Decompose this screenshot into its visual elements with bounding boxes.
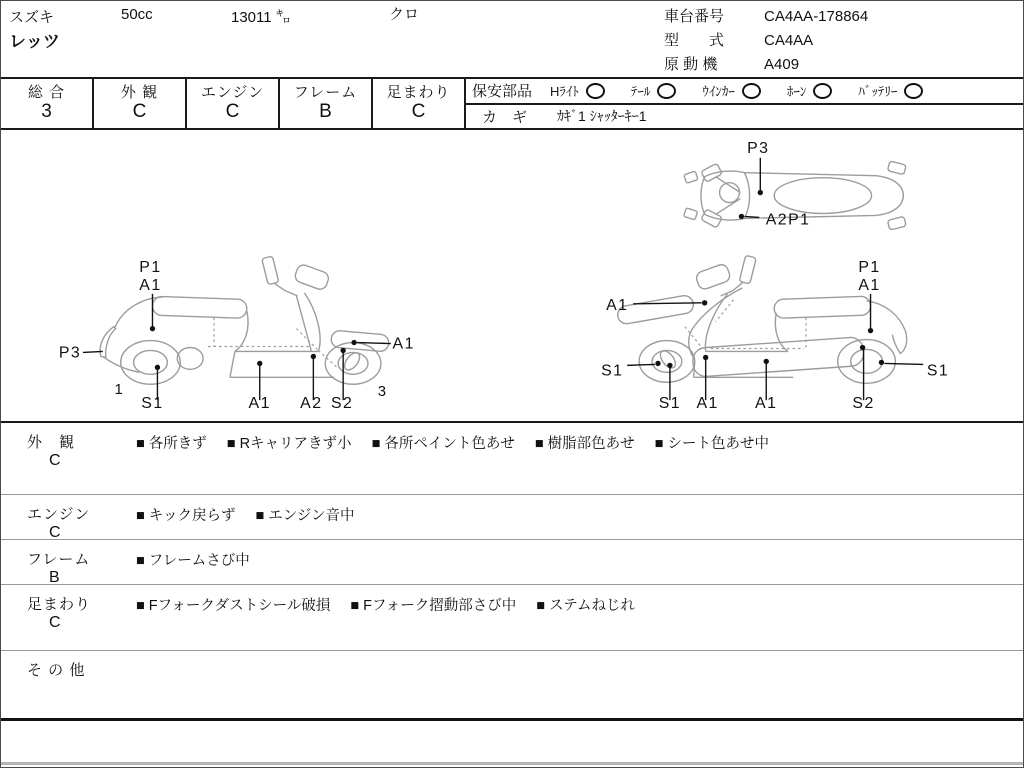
annotation-dot <box>879 360 884 365</box>
notes-row-items <box>136 504 355 525</box>
engine-row <box>664 53 868 77</box>
pass-circle-icon <box>813 83 832 99</box>
note-item: ■ Fフォークダストシール破損 <box>136 598 331 614</box>
annotation-leader-line <box>744 216 759 217</box>
notes-row-label: そ の 他 <box>27 662 86 679</box>
body-color: クロ <box>389 6 420 23</box>
annotation-label: 1 <box>114 382 123 399</box>
rating-row <box>1 77 1023 130</box>
key-label: カ ギ <box>482 108 528 126</box>
type-label: 型 式 <box>664 32 725 49</box>
annotation-label: S1 <box>926 362 950 380</box>
bottom-empty-strip <box>1 718 1023 765</box>
type-row <box>664 29 868 53</box>
rating-grade: C <box>225 101 240 122</box>
annotation-leader-line <box>357 343 391 344</box>
annotation-label: A2P1 <box>765 211 811 229</box>
pass-circle-icon <box>586 83 605 99</box>
rating-label: エンジン <box>200 84 265 101</box>
annotation-label: S1 <box>141 395 164 413</box>
note-item: ■ エンジン音中 <box>255 508 355 524</box>
mileage-value: 13011 <box>231 9 272 26</box>
note-item: ■ ステムねじれ <box>536 598 636 614</box>
notes-row-label: エンジン <box>27 506 91 523</box>
rating-cell-3 <box>187 79 280 128</box>
rating-cell-1 <box>1 79 94 128</box>
engine-value: A409 <box>764 56 800 73</box>
safety-item-name: ﾃｰﾙ <box>630 84 651 100</box>
note-item: ■ キック戻らず <box>136 508 236 524</box>
annotation-leader-line <box>884 363 923 364</box>
annotation-dot <box>703 355 708 360</box>
rating-label: 足まわり <box>386 84 451 101</box>
rating-grade: C <box>411 101 426 122</box>
rating-grade: 3 <box>41 101 52 122</box>
key-row <box>466 105 1023 128</box>
safety-item-name: ﾎｰﾝ <box>786 84 807 100</box>
notes-row-4 <box>1 584 1023 650</box>
chassis-number-row <box>664 5 868 29</box>
annotation-dot <box>655 361 660 366</box>
rating-grade: C <box>132 101 147 122</box>
safety-item <box>550 81 605 100</box>
vehicle-id-block <box>664 5 868 77</box>
note-item: ■ シート色あせ中 <box>654 436 769 452</box>
safety-parts-label: 保安部品 <box>472 83 533 101</box>
annotation-label: A1 <box>139 276 162 294</box>
note-item: ■ 樹脂部色あせ <box>534 436 635 452</box>
safety-item <box>631 81 677 100</box>
annotation-label: S1 <box>601 362 624 380</box>
notes-row-grade: B <box>49 569 60 586</box>
annotation-leader-line <box>633 303 702 304</box>
annotation-label: P1 <box>139 259 162 277</box>
chassis-number-value: CA4AA-178864 <box>764 8 869 25</box>
note-item: ■ フレームさび中 <box>136 553 250 569</box>
annotation-label: S1 <box>658 395 682 413</box>
annotation-label: A1 <box>392 335 415 353</box>
note-item: ■ 各所きず <box>136 436 207 452</box>
annotation-label: A1 <box>755 395 778 413</box>
note-item: ■ Rキャリアきず小 <box>226 436 352 452</box>
notes-row-label: フレーム <box>27 551 91 568</box>
rating-cell-2 <box>94 79 187 128</box>
annotation-label: A1 <box>858 276 881 294</box>
rating-cell-4 <box>280 79 373 128</box>
annotation-dot <box>739 214 744 219</box>
header <box>1 1 1023 77</box>
safety-item-name: Hﾗｲﾄ <box>550 84 579 100</box>
annotation-dot <box>340 348 345 353</box>
note-item: ■ Fフォーク摺動部さび中 <box>350 598 517 614</box>
notes-row-items <box>136 432 769 453</box>
rating-label: フレーム <box>293 84 358 101</box>
notes-row-2 <box>1 494 1023 539</box>
safety-parts-block <box>466 79 1023 128</box>
maker-name: スズキ <box>9 9 55 26</box>
annotation-dot <box>758 190 763 195</box>
notes-row-label: 外 観 <box>27 434 76 451</box>
rating-grade: B <box>319 101 332 122</box>
annotation-leader-line <box>627 364 655 365</box>
damage-diagram <box>1 130 1023 423</box>
notes-row-5 <box>1 650 1023 718</box>
annotation-label: P3 <box>747 139 770 157</box>
notes-row-grade: C <box>49 524 61 541</box>
scooter-diagram-svg <box>1 130 1023 421</box>
model-name: レッツ <box>9 32 60 51</box>
annotation-label: 3 <box>377 384 387 401</box>
notes-row-3 <box>1 539 1023 584</box>
annotation-label: P3 <box>58 344 82 362</box>
annotation-dot <box>311 354 316 359</box>
annotation-dot <box>150 326 155 331</box>
rating-cells <box>1 79 466 128</box>
annotation-leader-line <box>83 351 103 352</box>
annotation-dot <box>351 340 356 345</box>
rating-label: 外 観 <box>120 84 159 101</box>
annotation-label: A2 <box>300 395 323 413</box>
safety-parts-row <box>466 79 1023 105</box>
displacement: 50cc <box>121 6 153 23</box>
annotation-dot <box>257 361 262 366</box>
notes-table <box>1 423 1023 718</box>
annotation-label: A1 <box>248 395 271 413</box>
pass-circle-icon <box>904 83 923 99</box>
safety-item <box>702 81 761 100</box>
type-value: CA4AA <box>764 32 814 49</box>
note-item: ■ 各所ペイント色あせ <box>371 436 515 452</box>
rating-cell-5 <box>373 79 466 128</box>
diagram-annotations <box>59 140 949 412</box>
mileage <box>231 6 291 27</box>
notes-row-items <box>136 594 635 615</box>
annotation-dot <box>667 363 672 368</box>
notes-row-items <box>136 549 250 570</box>
safety-item <box>787 81 833 100</box>
annotation-dot <box>702 300 707 305</box>
pass-circle-icon <box>657 83 676 99</box>
safety-item-name: ｳｲﾝｶｰ <box>702 84 735 100</box>
notes-row-grade: C <box>49 452 61 469</box>
annotation-label: A1 <box>606 296 629 314</box>
annotation-dot <box>860 345 865 350</box>
engine-label: 原 動 機 <box>664 56 718 73</box>
annotation-dot <box>764 359 769 364</box>
safety-item-name: ﾊﾞｯﾃﾘｰ <box>858 84 898 100</box>
annotation-label: A1 <box>696 395 719 413</box>
notes-row-1 <box>1 423 1023 494</box>
mileage-unit: ㌔ <box>275 9 291 26</box>
annotation-label: S2 <box>852 395 875 413</box>
key-value: ｶｷﾞ1 ｼｬｯﾀｰｷｰ1 <box>557 108 647 125</box>
chassis-number-label: 車台番号 <box>664 8 725 25</box>
pass-circle-icon <box>742 83 761 99</box>
rating-label: 総 合 <box>27 84 66 101</box>
annotation-label: S2 <box>330 395 354 413</box>
annotation-label: P1 <box>858 259 881 277</box>
safety-item <box>858 81 923 100</box>
safety-items <box>550 81 923 100</box>
annotation-dot <box>155 365 160 370</box>
annotation-dot <box>868 328 873 333</box>
notes-row-grade: C <box>49 614 61 631</box>
notes-row-label: 足まわり <box>27 596 92 613</box>
